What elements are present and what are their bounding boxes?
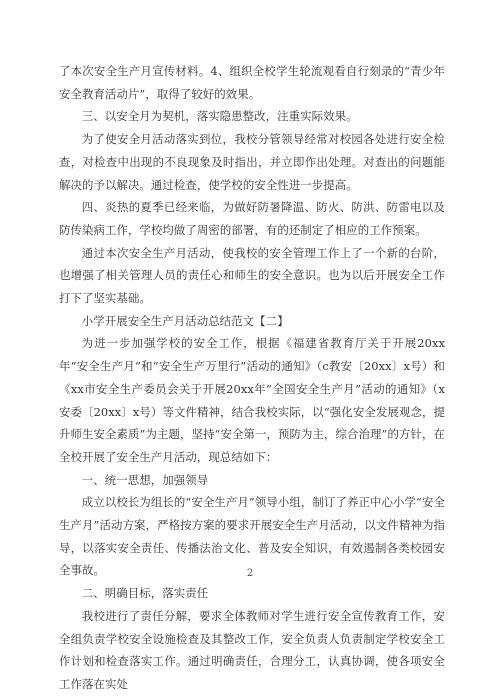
page-number: 2 [246,568,254,579]
section-heading-3: 三、以安全月为契机，落实隐患整改，注重实际效果。 [81,109,358,124]
paragraph-leadership: 成立以校长为组长的“安全生产月”领导小组，制订了养正中心小学“安全生产月”活动方案，严格按方案的要求开展安全生产月活动，以文件精神为指导，以落实安全责任、传播法治文化、普及安全知识，有效遏制各类校园安全事故。 [59,495,445,578]
article-title: 小学开展安全生产月活动总结范文【二】 [81,313,289,328]
section-heading-2: 二、明确目标，落实责任 [81,586,209,601]
paragraph-intro: 为进一步加强学校的安全工作，根据《福建省教育厅关于开展20xx年“安全生产月”和“安全生产万里行”活动的通知》（c教安〔20xx〕x号）和《xx市安全生产委员会关于开展20xx年“全国安全生产月”活动的通知》（x安委〔20xx〕x号）等文件精神，结合我校实际，以“强化安全发展观念，提升师生安全素质”为主题，坚持“安全第一，预防为主，综合治理”的方针，在全校开展了安全生产月活动，现总结如下： [59,336,445,464]
paragraph-conclusion: 通过本次安全生产月活动，使我校的安全管理工作上了一个新的台阶，也增强了相关管理人员的责任心和师生的安全意识。也为以后开展安全工作打下了坚实基础。 [59,245,445,306]
paragraph-responsibility: 我校进行了责任分解，要求全体教师对学生进行安全宣传教育工作，安全组负责学校安全设施检查及其整改工作，安全负责人负责制定学校安全工作计划和检查落实工作。通过明确责任，合理分工，认真协调，使各项安全工作落在实处 [59,608,445,691]
section-heading-1: 一、统一思想，加强领导 [81,472,209,487]
paragraph-inspection: 为了使安全月活动落实到位，我校分管领导经常对校园各处进行安全检查，对检查中出现的不良现象及时指出，并立即作出处理。对查出的问题能解决的予以解决。通过检查，使学校的安全性进一步提高。 [59,132,445,192]
document-body [59,60,445,696]
paragraph-continuation: 了本次安全生产月宣传材料。4、组织全校学生轮流观看自行刻录的“青少年安全教育活动片”，取得了较好的效果。 [59,64,445,101]
paragraph-summer-safety: 四、炎热的夏季已经来临，为做好防暑降温、防火、防洪、防雷电以及防传染病工作，学校均做了周密的部署，有的还制定了相应的工作预案。 [59,200,445,237]
